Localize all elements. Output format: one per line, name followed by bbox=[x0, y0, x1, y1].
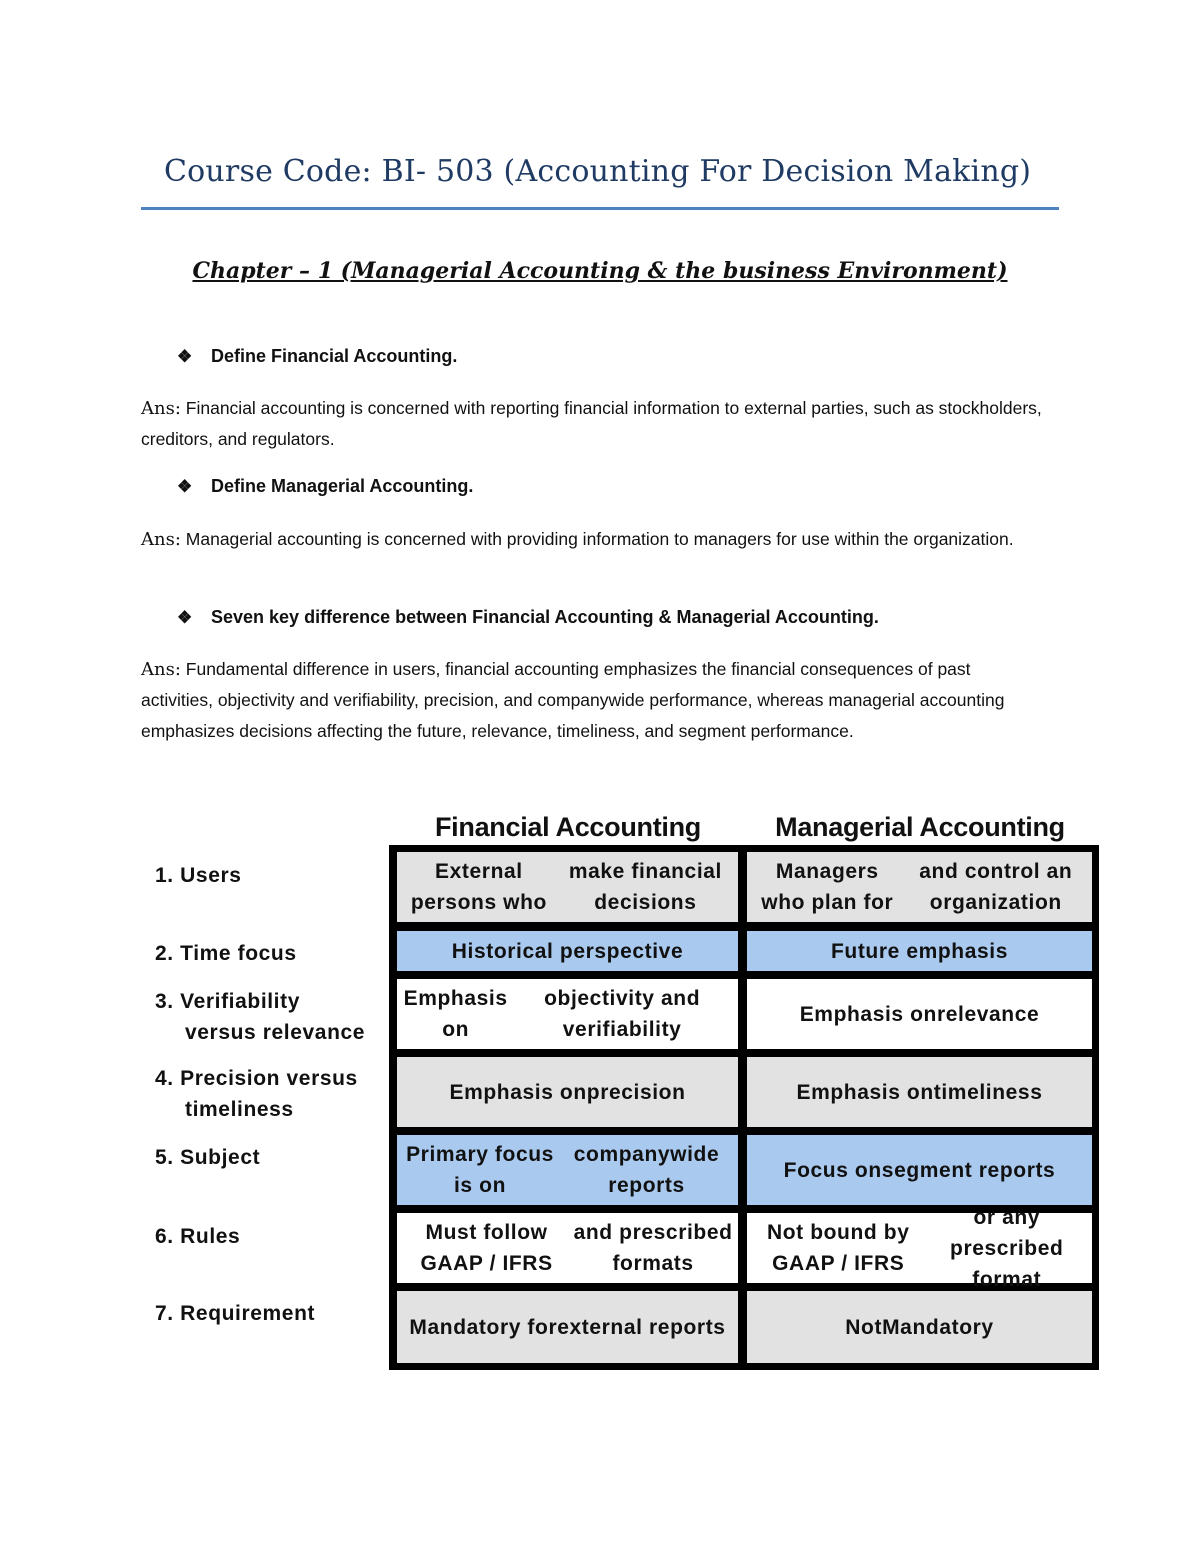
header-managerial-accounting: Managerial Accounting bbox=[775, 812, 1065, 842]
diamond-bullet-icon: ❖ bbox=[177, 347, 193, 366]
cell-financial-time-focus: Historical perspective bbox=[397, 931, 738, 971]
question-text: Define Financial Accounting. bbox=[211, 346, 458, 366]
chapter-heading: Chapter – 1 (Managerial Accounting & the business Environment) bbox=[192, 258, 1008, 284]
diamond-bullet-icon: ❖ bbox=[177, 608, 193, 627]
answer-label: Ans: bbox=[141, 398, 181, 419]
header-financial-accounting: Financial Accounting bbox=[434, 812, 702, 842]
cell-managerial-users: Managers who plan for and control an organization bbox=[747, 852, 1092, 922]
row-label-requirement: 7. Requirement bbox=[155, 1302, 316, 1325]
answer-label: Ans: bbox=[141, 659, 181, 680]
cell-financial-rules: Must follow GAAP / IFRS and prescribed formats bbox=[397, 1213, 738, 1283]
page-title: Course Code: BI- 503 (Accounting For Decision Making) bbox=[164, 154, 1032, 189]
cell-financial-subject: Primary focus is on companywide reports bbox=[397, 1135, 738, 1205]
row-label-precision: 4. Precision versus timeliness bbox=[155, 1067, 358, 1121]
answer-1 bbox=[141, 393, 1061, 455]
question-1 bbox=[177, 346, 457, 367]
cell-managerial-requirement: Not Mandatory bbox=[747, 1291, 1092, 1363]
row-label-verifiability: 3. Verifiability versus relevance bbox=[155, 990, 366, 1044]
diamond-bullet-icon: ❖ bbox=[177, 477, 193, 496]
answer-3 bbox=[141, 654, 1046, 747]
row-label-subject: 5. Subject bbox=[155, 1146, 261, 1169]
question-3 bbox=[177, 607, 879, 628]
row-label-rules: 6. Rules bbox=[155, 1225, 241, 1248]
question-text: Seven key difference between Financial Accounting & Managerial Accounting. bbox=[211, 607, 879, 627]
answer-label: Ans: bbox=[141, 529, 181, 550]
cell-managerial-relevance: Emphasis on relevance bbox=[747, 979, 1092, 1049]
row-label-users: 1. Users bbox=[155, 864, 242, 887]
title-divider bbox=[141, 207, 1059, 210]
cell-financial-users: External persons who make financial decisions bbox=[397, 852, 738, 922]
cell-financial-precision: Emphasis on precision bbox=[397, 1057, 738, 1127]
answer-text: Fundamental difference in users, financial accounting emphasizes the financial consequences of past activities, objectivity and verifiability, precision, and companywide performance, whereas managerial accounting emphasizes decisions affecting the future, relevance, timeliness, and segment performance. bbox=[141, 659, 1005, 741]
question-text: Define Managerial Accounting. bbox=[211, 476, 474, 496]
question-2 bbox=[177, 476, 473, 497]
answer-2 bbox=[141, 524, 1061, 555]
answer-text: Financial accounting is concerned with reporting financial information to external parties, such as stockholders, creditors, and regulators. bbox=[141, 398, 1042, 449]
cell-financial-requirement: Mandatory for external reports bbox=[397, 1291, 738, 1363]
cell-managerial-time-focus: Future emphasis bbox=[747, 931, 1092, 971]
cell-financial-verifiability: Emphasis on objectivity and verifiability bbox=[397, 979, 738, 1049]
cell-managerial-timeliness: Emphasis on timeliness bbox=[747, 1057, 1092, 1127]
row-label-time-focus: 2. Time focus bbox=[155, 942, 297, 965]
comparison-table bbox=[389, 845, 1099, 1370]
answer-text: Managerial accounting is concerned with providing information to managers for use within the organization. bbox=[185, 529, 1014, 549]
cell-managerial-subject: Focus on segment reports bbox=[747, 1135, 1092, 1205]
cell-managerial-rules: Not bound by GAAP / IFRS or any prescribed format bbox=[747, 1213, 1092, 1283]
